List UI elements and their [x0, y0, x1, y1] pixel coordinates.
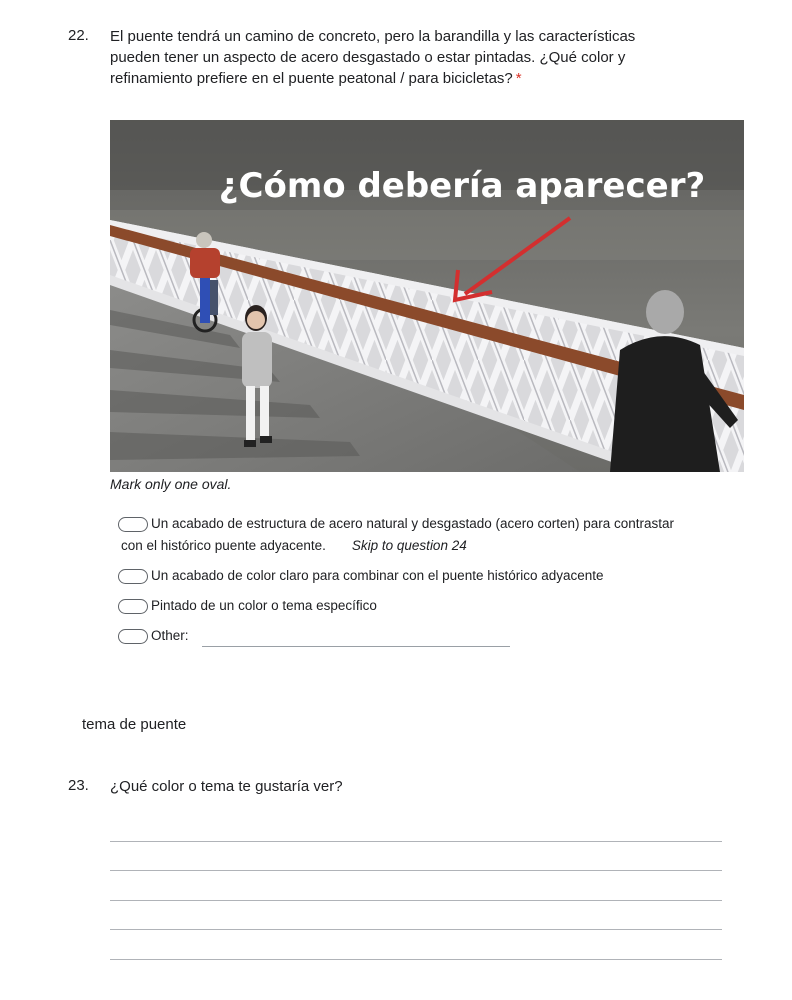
option-other-label: Other: [151, 628, 189, 643]
option-2-radio[interactable] [118, 569, 148, 584]
required-asterisk: * [515, 70, 522, 87]
other-text-input[interactable] [202, 646, 510, 647]
option-1-label [151, 516, 674, 531]
option-1-skip-note: Skip to question 24 [351, 538, 467, 553]
option-1-label-cont [121, 538, 467, 553]
section-title: tema de puente [82, 716, 187, 733]
option-3-label: Pintado de un color o tema específico [151, 598, 377, 613]
answer-line-3[interactable] [110, 900, 722, 901]
answer-line-4[interactable] [110, 929, 722, 930]
question-22-line-1: El puente tendrá un camino de concreto, pero la barandilla y las características [110, 28, 636, 45]
option-1-line-1: Un acabado de estructura de acero natural y desgastado (acero corten) para contrastar [151, 516, 675, 531]
question-22-text [110, 26, 635, 89]
question-number-23: 23. [68, 777, 89, 794]
option-other-radio[interactable] [118, 629, 148, 644]
option-1-line-2: con el histórico puente adyacente. [121, 538, 326, 553]
option-3-radio[interactable] [118, 599, 148, 614]
question-22-line-3 [110, 68, 635, 89]
mark-one-oval-hint: Mark only one oval. [110, 476, 232, 492]
answer-line-1[interactable] [110, 841, 722, 842]
bridge-rendering-image [110, 120, 744, 472]
answer-line-5[interactable] [110, 959, 722, 960]
option-2-label: Un acabado de color claro para combinar con el puente histórico adyacente [151, 568, 604, 583]
question-22-line-3-text: refinamiento prefiere en el puente peatonal / para bicicletas? [110, 70, 513, 87]
question-number-22: 22. [68, 27, 89, 44]
answer-line-2[interactable] [110, 870, 722, 871]
question-23-text: ¿Qué color o tema te gustaría ver? [110, 778, 343, 795]
question-22-line-2: pueden tener un aspecto de acero desgastado o estar pintadas. ¿Qué color y [110, 49, 626, 66]
bridge-illustration [110, 120, 744, 472]
image-caption: ¿Cómo debería aparecer? [218, 166, 706, 206]
option-1-radio[interactable] [118, 517, 148, 532]
